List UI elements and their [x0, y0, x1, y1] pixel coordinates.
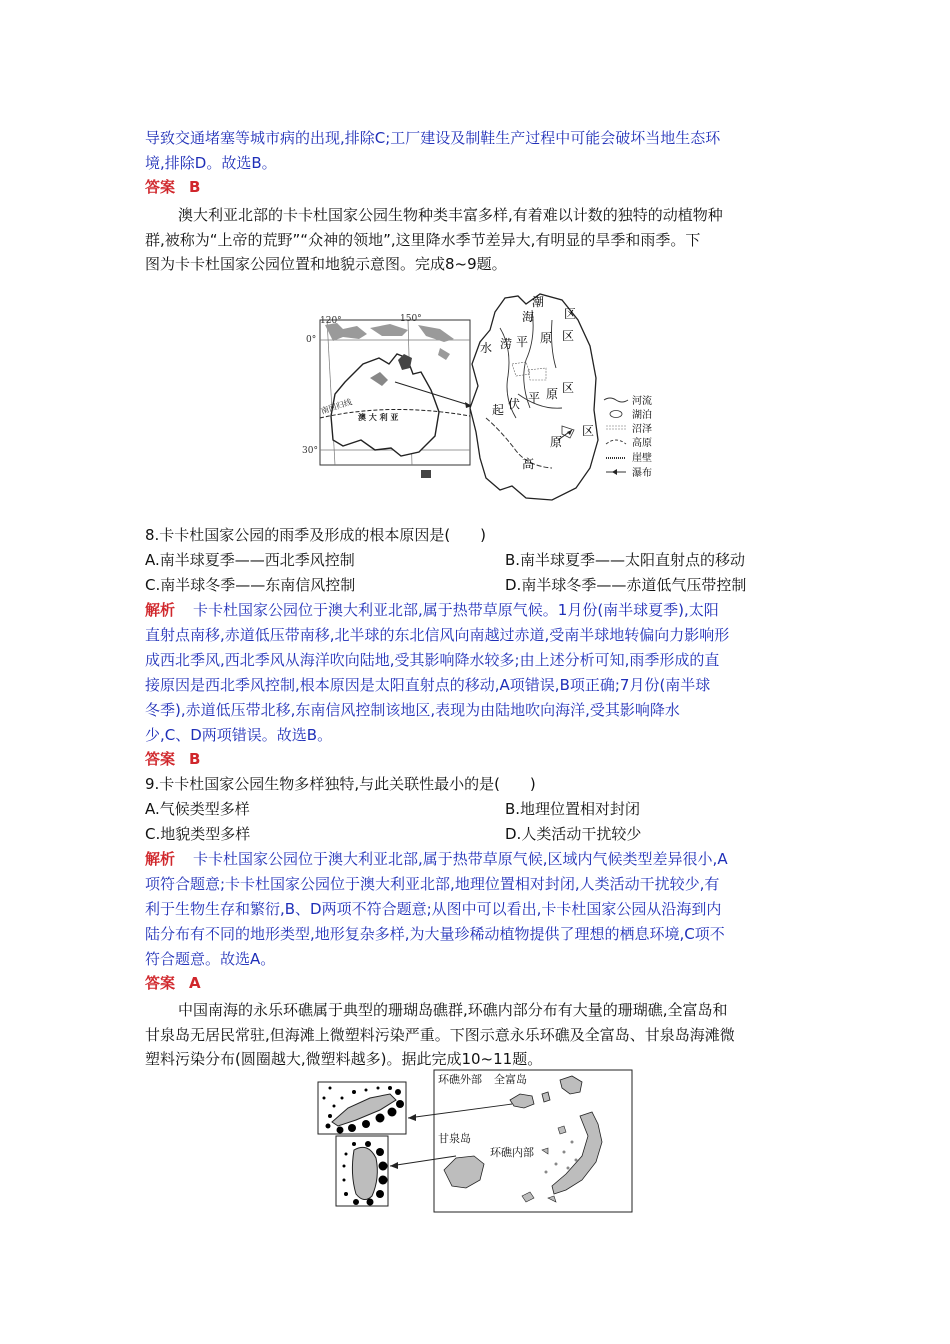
region-char: 潮	[532, 295, 545, 309]
q8-answer	[145, 749, 200, 769]
quanfu-inset	[318, 1082, 406, 1134]
q9-analysis-line: 利于生物生存和繁衍,B、D两项不符合题意;从图中可以看出,卡卡杜国家公园从沿海到内	[145, 900, 722, 918]
q8-option-a: A.南半球夏季——西北季风控制	[145, 551, 355, 569]
tropic-label: 南回归线	[319, 397, 354, 416]
q8-stem: 8.卡卡杜国家公园的雨季及形成的根本原因是( )	[145, 526, 487, 544]
q8-option-d: D.南半球冬季——赤道低气压带控制	[505, 576, 747, 594]
q9-option-c: C.地貌类型多样	[145, 825, 251, 843]
region-char: 起	[492, 403, 505, 417]
atoll-map	[434, 1070, 632, 1212]
q8-analysis-line: 成西北季风,西北季风从海洋吹向陆地,受其影响降水较多;由上述分析可知,雨季形成的直	[145, 651, 720, 669]
region-char: 平	[516, 335, 529, 349]
q9-analysis-line: 陆分布有不同的地形类型,地形复杂多样,为大量珍稀动植物提供了理想的栖息环境,C项不	[145, 925, 725, 943]
q8-analysis-line: 直射点南移,赤道低压带南移,北半球的东北信风向南越过赤道,受南半球地转偏向力影响形	[145, 626, 730, 644]
answer-value: B	[189, 750, 201, 768]
country-label: 澳 大 利 亚	[358, 412, 399, 422]
q9-analysis-line: 项符合题意;卡卡杜国家公园位于澳大利亚北部,地理位置相对封闭,人类活动干扰较少,有	[145, 875, 720, 893]
yongle-atoll-figure	[310, 1068, 640, 1216]
passage2-line: 甘泉岛无居民常驻,但海滩上微塑料污染严重。下图示意永乐环礁及全富岛、甘泉岛海滩微	[145, 1026, 735, 1044]
q8-analysis-line: 冬季),赤道低压带北移,东南信风控制该地区,表现为由陆地吹向海洋,受其影响降水	[145, 701, 680, 719]
answer-value: A	[189, 974, 201, 992]
analysis-label: 解析	[145, 850, 176, 868]
region-char: 平	[528, 391, 541, 405]
lat-label-30: 30°	[302, 446, 318, 456]
lon-label-120: 120°	[320, 316, 342, 326]
region-char: 海	[522, 310, 535, 324]
australia-inset-map	[302, 314, 472, 478]
kakadu-detail-map	[470, 294, 598, 500]
q9-answer	[145, 973, 201, 993]
label-inner-reef: 环礁内部	[490, 1146, 534, 1159]
q9-stem: 9.卡卡杜国家公园生物多样独特,与此关联性最小的是( )	[145, 775, 536, 793]
q9-option-b: B.地理位置相对封闭	[505, 800, 641, 818]
passage1-line: 图为卡卡杜国家公园位置和地貌示意图。完成8~9题。	[145, 255, 507, 273]
q8-analysis-line: 少,C、D两项错误。故选B。	[145, 726, 333, 744]
lon-label-150: 150°	[400, 314, 422, 324]
region-char: 原	[546, 387, 559, 401]
region-char: 高	[522, 457, 535, 471]
q8-analysis-line: 接原因是西北季风控制,根本原因是太阳直射点的移动,A项错误,B项正确;7月份(南半球	[145, 676, 711, 694]
region-char: 区	[564, 307, 577, 321]
legend-item: 湖泊	[632, 410, 652, 421]
label-outer-reef: 环礁外部	[438, 1073, 482, 1086]
prev-analysis-line: 导致交通堵塞等城市病的出现,排除C;工厂建设及制鞋生产过程中可能会破坏当地生态环	[145, 129, 721, 147]
q9-option-d: D.人类活动干扰较少	[505, 825, 642, 843]
map-legend	[604, 394, 652, 479]
region-char: 水	[480, 341, 493, 355]
ganquan-inset	[336, 1136, 388, 1206]
q8-analysis-line	[145, 600, 719, 620]
answer-value: B	[189, 178, 201, 196]
prev-answer	[145, 177, 200, 197]
analysis-text: 卡卡杜国家公园位于澳大利亚北部,属于热带草原气候。1月份(南半球夏季),太阳	[193, 601, 719, 619]
passage1-line: 群,被称为“上帝的荒野”“众神的领地”,这里降水季节差异大,有明显的旱季和雨季。下	[145, 231, 701, 249]
passage2-line: 塑料污染分布(圆圈越大,微塑料越多)。据此完成10~11题。	[145, 1050, 543, 1068]
q8-option-c: C.南半球冬季——东南信风控制	[145, 576, 356, 594]
region-char: 区	[582, 424, 595, 438]
legend-item: 河流	[632, 396, 652, 407]
answer-label: 答案	[145, 178, 176, 196]
answer-label: 答案	[145, 974, 176, 992]
prev-analysis-line: 境,排除D。故选B。	[145, 154, 277, 172]
region-char: 区	[562, 381, 575, 395]
passage2-line: 中国南海的永乐环礁属于典型的珊瑚岛礁群,环礁内部分布有大量的珊瑚礁,全富岛和	[178, 1001, 728, 1019]
answer-label: 答案	[145, 750, 176, 768]
label-quanfu-island: 全富岛	[494, 1073, 527, 1086]
region-char: 原	[550, 435, 563, 449]
passage1-line: 澳大利亚北部的卡卡杜国家公园生物种类丰富多样,有着难以计数的独特的动植物种	[178, 206, 723, 224]
q8-option-b: B.南半球夏季——太阳直射点的移动	[505, 551, 746, 569]
q9-option-a: A.气候类型多样	[145, 800, 250, 818]
legend-item: 崖壁	[632, 453, 652, 464]
analysis-label: 解析	[145, 601, 176, 619]
q9-analysis-line: 符合题意。故选A。	[145, 950, 276, 968]
legend-item: 瀑布	[632, 468, 652, 479]
region-char: 区	[562, 329, 575, 343]
q9-analysis-line	[145, 849, 728, 869]
label-ganquan-island: 甘泉岛	[438, 1132, 471, 1145]
kakadu-map-figure	[300, 290, 670, 508]
legend-item: 高原	[632, 438, 652, 449]
lat-label-0: 0°	[306, 335, 317, 345]
region-char: 涝	[500, 337, 513, 351]
region-char: 原	[540, 331, 553, 345]
region-char: 伏	[508, 397, 521, 411]
legend-item: 沼泽	[632, 424, 652, 435]
analysis-text: 卡卡杜国家公园位于澳大利亚北部,属于热带草原气候,区域内气候类型差异很小,A	[193, 850, 728, 868]
